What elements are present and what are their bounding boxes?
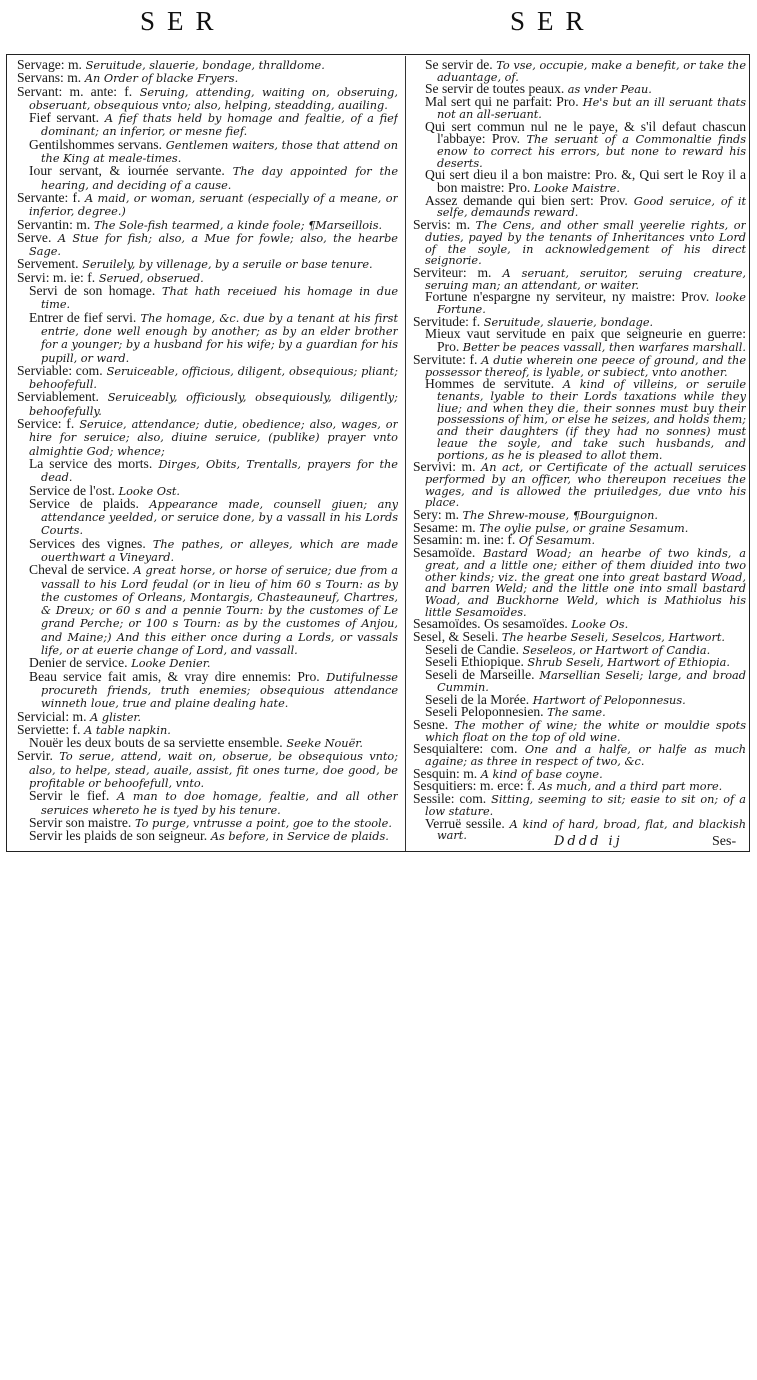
definition: To serue, attend, wait on, obserue, be obsequious vnto; also, to helpe, stead, auaile, assist, fit ones turne, doe good, be profitable or behoofefull, vnto. (29, 750, 398, 791)
headword: Seseli de Marseille. (425, 667, 535, 683)
definition: Looke Ost. (118, 484, 180, 498)
definition: Seruice, attendance; dutie, obedience; also, wages, or hire for seruice; also, diuine seruice, (publike) prayer vnto almightie God; whence; (29, 418, 398, 458)
sub-entry (17, 737, 398, 750)
sub-entry (413, 118, 746, 170)
definition: Seeke Nouër. (286, 737, 364, 751)
headword: La service des morts. (29, 455, 153, 471)
definition: Sitting, seeming to sit; easie to sit on; of a low stature. (425, 793, 746, 818)
dictionary-entry (17, 418, 398, 458)
sub-entry (413, 169, 746, 194)
headword: Mal sert qui ne parfait: Pro. (425, 94, 579, 110)
sub-entry (413, 96, 746, 120)
dictionary-entry (17, 362, 398, 392)
definition: The same. (547, 706, 606, 720)
definition: as vnder Peau. (567, 83, 652, 97)
definition: A great horse, or horse of seruice; due from a vassall to his Lord feudal (or in lieu of him 60 s Tourn: as by the customes of Orleans, Montargis, Chasteauneuf, Chartres, & Dreux; or 60 s and a pennie Tourn: by the customes of Le grand Perche; or 100 s Tourn: as by the customes of Anjou, and Maine;) And this either once during a Lords, or vassals life, or at euerie change of Lord, and vassall. (41, 564, 398, 658)
definition: One and a halfe, or halfe as much againe; as three in respect of two, &c. (425, 743, 746, 769)
definition: A table napkin. (84, 723, 171, 737)
headword: Qui sert dieu il a bon maistre: Pro. &, Qui sert le Roy il a bon maistre: Pro. (425, 167, 746, 196)
headword: Servir le fief. (29, 788, 110, 804)
definition: To vse, occupie, make a benefit, or take the aduantage, of. (437, 59, 746, 84)
definition: As much, and a third part more. (538, 780, 723, 794)
sub-entry (17, 455, 398, 485)
sub-entry (17, 535, 398, 565)
definition: The seruant of a Commonaltie finds enow to correct his errors, but none to reward his deserts. (437, 133, 746, 170)
definition: Seruilely, by villenage, by a seruile or base tenure. (82, 258, 373, 272)
sub-entry (413, 59, 746, 83)
definition: The oylie pulse, or graine Sesamum. (479, 521, 689, 535)
sub-entry (413, 291, 746, 315)
definition: A seruant, seruitor, seruing creature, seruing man; an attendant, or waiter. (425, 266, 746, 292)
definition: Gentlemen waiters, those that attend on the King at meale-times. (41, 138, 398, 166)
definition: A Stue for fish; also, a Mue for fowle; also, the hearbe Sage. (29, 231, 398, 259)
definition: A kind of villeins, or seruile tenants, lyable to their Lords taxations while they liue; and when they die, their sonnes must buy their possessions of him, or else he seizes, and holds them; and their daughters (if they had no sonnes) must leaue the soyle, and take such husbands, and portions, as he is pleased to allot them. (437, 378, 746, 462)
definition: To purge, vntrusse a point, goe to the stoole. (135, 816, 392, 830)
dictionary-entry (17, 189, 398, 219)
headword: Servitute: f. (413, 351, 478, 367)
headword: Servement. (17, 256, 79, 272)
sub-entry (17, 830, 398, 843)
sub-entry (17, 668, 398, 711)
headword: Se servir de. (425, 59, 493, 72)
definition: The Shrew-mouse, ¶Bourguignon. (462, 509, 658, 523)
headword: Serviable: com. (17, 362, 103, 378)
definition: The pathes, or alleyes, which are made ouerthwart a Vineyard. (41, 537, 398, 564)
headword: Sesamoïde. (413, 545, 476, 561)
definition: Good seruice, of it selfe, demaunds reward. (437, 194, 746, 220)
definition: Looke Maistre. (533, 182, 620, 196)
headword: Sesquitiers: m. erce: f. (413, 778, 535, 794)
definition: A man to doe homage, fealtie, and all other seruices whereto he is tyed by his tenure. (41, 790, 398, 817)
column-divider (405, 56, 406, 851)
headword: Servir les plaids de son seigneur. (29, 828, 208, 844)
headword: Mieux vaut servitude en paix que seigneurie en guerre: Pro. (425, 326, 746, 355)
dictionary-entry (413, 264, 746, 292)
headword: Service de plaids. (29, 495, 139, 511)
headword: Sesame: m. (413, 519, 476, 535)
headword: Cheval de service. (29, 562, 130, 578)
sub-entry (413, 192, 746, 220)
dictionary-entry (413, 793, 746, 817)
definition: The mother of wine; the white or mouldie spots which float on the top of old wine. (425, 718, 746, 744)
headword: Servitude: f. (413, 313, 481, 329)
definition: A maid, or woman, seruant (especially of a meane, or inferior, degree.) (29, 191, 398, 219)
headword: Nouër les deux bouts de sa serviette ensemble. (29, 735, 283, 751)
headword: Iour servant, & iournée servante. (29, 163, 225, 179)
headword: Denier de service. (29, 655, 128, 671)
headword: Gentilshommes servans. (29, 136, 162, 152)
headword: Servi de son homage. (29, 283, 156, 299)
definition: Serued, obserued. (98, 271, 204, 285)
headword: Sesel, & Seseli. (413, 629, 499, 645)
definition: Dutifulnesse procureth friends, truth enemies; obsequious attendance winneth loue, true and plaine dealing hate. (41, 670, 398, 711)
sub-entry (413, 328, 746, 353)
definition: Dirges, Obits, Trentalls, prayers for the dead. (41, 457, 398, 485)
headword: Servir. (17, 748, 53, 764)
headword: Se servir de toutes peaux. (425, 81, 565, 97)
definition: A kind of base coyne. (480, 767, 603, 781)
headword: Beau service fait amis, & vray dire ennemis: Pro. (29, 668, 320, 684)
definition: He's but an ill seruant thats not an all-seruant. (437, 96, 746, 121)
definition: The homage, &c. due by a tenant at his first entrie, done well enough by another; as by an elder brother for a younger; by a husband for his wife; by a guardian for his pupill, or ward. (41, 311, 398, 365)
headword: Sesne. (413, 716, 449, 732)
headword: Servicial: m. (17, 708, 87, 724)
definition: The hearbe Seseli, Seselcos, Hartwort. (501, 631, 726, 645)
headword: Qui sert commun nul ne le paye, & s'il defaut chascun l'abbaye: Prov. (425, 118, 746, 147)
definition: Better be peaces vassall, then warfares marshall. (462, 341, 746, 355)
sub-entry (17, 136, 398, 166)
headword: Fief servant. (29, 110, 100, 126)
headword: Servis: m. (413, 217, 471, 233)
headword: Servage: m. (17, 59, 82, 72)
definition: As before, in Service de plaids. (210, 830, 389, 844)
headword: Servantin: m. (17, 216, 91, 232)
headword: Service de l'ost. (29, 482, 115, 498)
definition: Marsellian Seseli; large, and broad Cummin. (437, 669, 746, 694)
running-head-right: SER (510, 6, 596, 36)
headword: Seseli de la Morée. (425, 691, 530, 707)
definition: The day appointed for the hearing, and deciding of a cause. (41, 165, 398, 192)
headword: Sery: m. (413, 507, 460, 523)
definition: looke Fortune. (437, 291, 746, 317)
headword: Serviette: f. (17, 721, 81, 737)
definition: Appearance made, counsell giuen; any attendance yeelded, or seruice done, by a vassall in his Lords Courts. (41, 497, 398, 538)
sub-entry (413, 378, 746, 461)
definition: The Cens, and other small yeerelie rights, or duties, payed by the tenants of Inheritances vnto Lord of the soyle, in acknowledgement of his direct seignorie. (425, 219, 746, 268)
dictionary-entry (413, 716, 746, 744)
definition: Seruitude, slauerie, bondage. (483, 315, 654, 329)
definition: Seruitude, slauerie, bondage, thralldome. (85, 59, 325, 72)
sub-entry (17, 564, 398, 657)
definition: That hath receiued his homage in due time. (41, 285, 398, 312)
headword: Servi: m. ie: f. (17, 269, 96, 285)
headword: Service: f. (17, 416, 75, 432)
headword: Services des vignes. (29, 535, 146, 551)
headword: Verruë sessile. (425, 815, 505, 831)
definition: An Order of blacke Fryers. (84, 72, 239, 86)
headword: Entrer de fief servi. (29, 309, 137, 325)
headword: Serviablement. (17, 389, 99, 405)
headword: Servant: m. ante: f. (17, 83, 133, 99)
headword: Servante: f. (17, 189, 81, 205)
definition: Shrub Seseli, Hartwort of Ethiopia. (527, 656, 730, 670)
headword: Sesquialtere: com. (413, 741, 518, 757)
definition: Bastard Woad; an hearbe of two kinds, a great, and a little one; either of them diuided into two other kinds; viz. the great one into great bastard Woad, and barren Weld; and the little one into small bastard Woad, and Buckhorne Weld, which is Mathiolus his little Sesamoïdes. (425, 547, 746, 619)
right-column (413, 59, 746, 849)
definition: Seruiceable, officious, diligent, obsequious; pliant; behoofefull. (29, 364, 398, 392)
headword: Servir son maistre. (29, 814, 132, 830)
headword: Servans: m. (17, 70, 82, 86)
sub-entry (413, 706, 746, 719)
sub-entry (413, 669, 746, 693)
definition: An act, or Certificate of the actuall seruices performed by an officer, who thereupon receiues the wages, and is allowed the priuiledges, due vnto his place. (425, 461, 746, 510)
headword: Sessile: com. (413, 791, 487, 807)
catchword: Ses- (712, 834, 737, 849)
headword: Seseli de Candie. (425, 641, 520, 657)
dictionary-entry (17, 750, 398, 790)
dictionary-entry (413, 547, 746, 618)
definition: A fief thats held by homage and fealtie, of a fief dominant; an inferior, or mesne fief. (41, 112, 398, 139)
dictionary-entry (17, 391, 398, 418)
headword: Hommes de servitute. (425, 376, 555, 392)
definition: A dutie wherein one peece of ground, and the possessor thereof, is lyable, or subiect, vnto another. (425, 353, 746, 379)
sub-entry (17, 495, 398, 538)
dictionary-entry (17, 229, 398, 259)
headword: Servivi: m. (413, 459, 476, 475)
headword: Seseli Peloponnesien. (425, 704, 544, 720)
definition: Looke Os. (571, 618, 629, 632)
running-head-left: SER (140, 6, 226, 36)
definition: The Sole-fish tearmed, a kinde foole; ¶Marseillois. (93, 218, 383, 232)
dictionary-entry (413, 461, 746, 509)
headword: Serve. (17, 229, 52, 245)
sub-entry (17, 285, 398, 312)
definition: Looke Denier. (131, 657, 211, 671)
definition: Hartwort of Peloponnesus. (532, 693, 686, 707)
headword: Sesquin: m. (413, 765, 478, 781)
dictionary-entry (17, 216, 398, 232)
dictionary-entry (17, 83, 398, 113)
headword: Sesamoïdes. Os sesamoïdes. (413, 616, 568, 632)
sub-entry (17, 112, 398, 139)
definition: Seruiceably, officiously, obsequiously, diligently; behoofefully. (29, 391, 398, 418)
definition: A glister. (90, 710, 142, 724)
left-column (17, 59, 398, 849)
sub-entry (17, 309, 398, 365)
headword: Seseli Ethiopique. (425, 654, 524, 670)
headword: Serviteur: m. (413, 264, 492, 280)
headword: Sesamin: m. ine: f. (413, 532, 516, 548)
dictionary-entry (413, 743, 746, 767)
definition: Seruing, attending, waiting on, obseruing, obseruant, obsequious vnto; also, helping, steadding, auailing. (29, 85, 398, 112)
dictionary-entry (413, 351, 746, 379)
signature-mark: Dddd ij (554, 834, 623, 849)
definition: Seseleos, or Hartwort of Candia. (522, 643, 711, 657)
sub-entry (17, 790, 398, 817)
definition: Of Sesamum. (518, 534, 596, 548)
definition: A kind of hard, broad, flat, and blackish wart. (437, 817, 746, 843)
headword: Fortune n'espargne ny serviteur, ny maistre: Prov. (425, 289, 710, 305)
headword: Assez demande qui bien sert: Prov. (425, 192, 628, 208)
dictionary-entry (413, 219, 746, 267)
sub-entry (17, 165, 398, 192)
